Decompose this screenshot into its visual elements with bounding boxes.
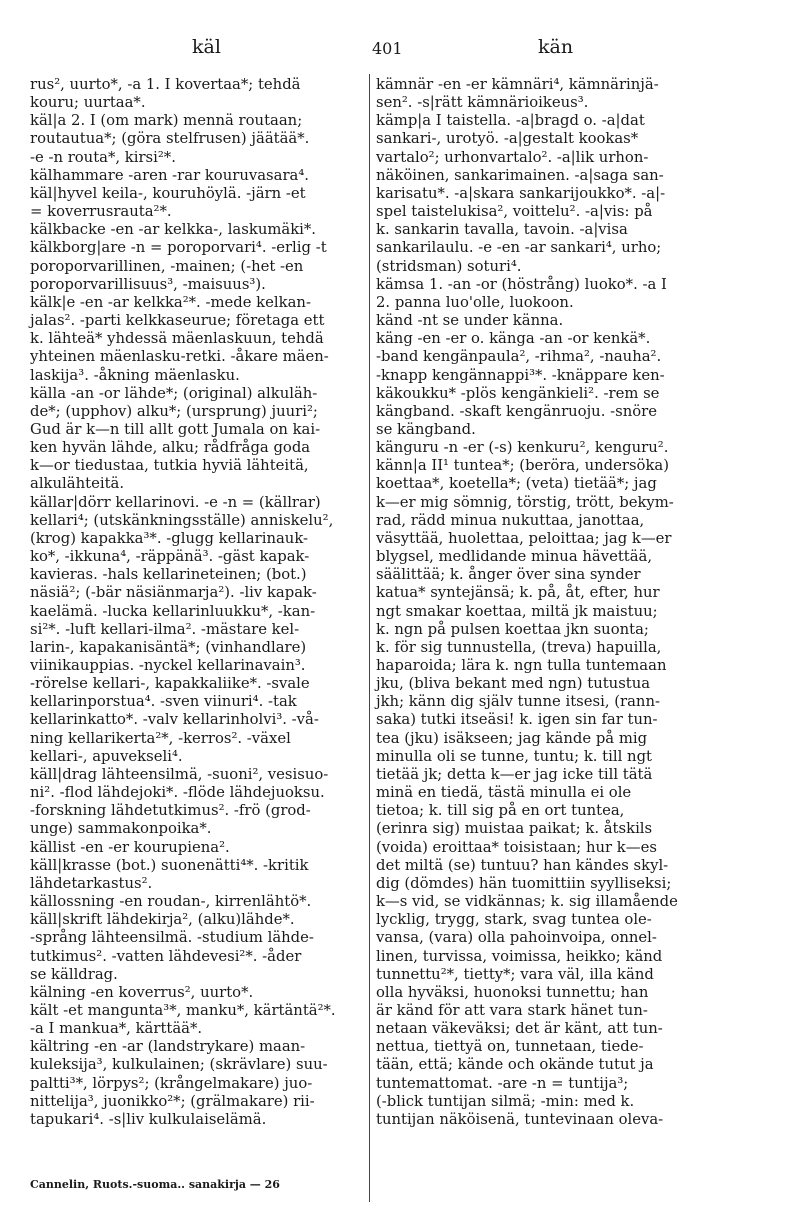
dictionary-line: tuntemattomat. -are -n = tuntija³; — [376, 1074, 629, 1092]
dictionary-line: rus², uurto*, -a 1. I kovertaa*; tehdä — [30, 76, 301, 93]
dictionary-line: paltti³*, lörpys²; (krångelmakare) juo- — [30, 1074, 313, 1092]
dictionary-line: källist -en -er kourupiena². — [30, 838, 230, 856]
header-first-word: käl — [192, 36, 221, 58]
dictionary-line: käl|a 2. I (om mark) mennä routaan; — [30, 112, 303, 130]
dictionary-line: kämnär -en -er kämnäri⁴, kämnärinjä- — [376, 76, 659, 93]
page-number: 401 — [372, 39, 403, 58]
dictionary-line: saka) tutki itseäsi! k. igen sin far tun- — [376, 711, 658, 729]
dictionary-line: kavieras. -hals kellarineteinen; (bot.) — [30, 566, 307, 584]
dictionary-line: poroporvarillinen, -mainen; (-het -en — [30, 257, 304, 275]
dictionary-line: ni². -flod lähdejoki*. -flöde lähdejuoksu. — [30, 784, 325, 802]
dictionary-line: (krog) kapakka³*. -glugg kellarinauk- — [30, 529, 309, 547]
dictionary-line: k—er mig sömnig, törstig, trött, bekym- — [376, 493, 674, 511]
dictionary-line: jku, (bliva bekant med ngn) tutustua — [376, 675, 651, 693]
dictionary-line: k. lähteä* yhdessä mäenlaskuun, tehdä — [30, 330, 324, 348]
dictionary-line: kellarinporstua⁴. -sven viinuri⁴. -tak — [30, 693, 297, 711]
column-divider — [369, 74, 370, 1202]
dictionary-line: 2. panna luo'olle, luokoon. — [376, 293, 574, 311]
dictionary-line: tutkimus². -vatten lähdevesi²*. -åder — [30, 947, 302, 965]
dictionary-line: källossning -en roudan-, kirrenlähtö*. — [30, 893, 312, 911]
dictionary-line: minulla oli se tunne, tuntu; k. till ngt — [376, 747, 652, 765]
dictionary-line: tunnettu²*, tietty*; vara väl, illa känd — [376, 965, 654, 983]
dictionary-line: k. sankarin tavalla, tavoin. -a|visa — [376, 221, 628, 239]
dictionary-line: känn|a II¹ tuntea*; (beröra, undersöka) — [376, 457, 670, 475]
dictionary-line: olla hyväksi, huonoksi tunnettu; han — [376, 983, 649, 1001]
dictionary-line: yhteinen mäenlasku-retki. -åkare mäen- — [30, 348, 329, 366]
dictionary-line: kouru; uurtaa*. — [30, 94, 146, 112]
dictionary-line: de*; (upphov) alku*; (ursprung) juuri²; — [30, 402, 318, 420]
dictionary-line: käll|krasse (bot.) suonenätti⁴*. -kritik — [30, 856, 309, 874]
dictionary-line: ning kellarikerta²*, -kerros². -växel — [30, 729, 291, 747]
dictionary-line: det miltä (se) tuntuu? han kändes skyl- — [376, 856, 669, 874]
dictionary-line: kämsa 1. -an -or (höstrång) luoko*. -a I — [376, 275, 667, 293]
dictionary-line: är känd för att vara stark hänet tun- — [376, 1001, 648, 1019]
dictionary-line: kälkborg|are -n = poroporvari⁴. -erlig -t — [30, 239, 327, 257]
dictionary-line: k—s vid, se vidkännas; k. sig illamående — [376, 893, 678, 911]
dictionary-line: = koverrusrauta²*. — [30, 203, 172, 221]
dictionary-line: käll|drag lähteensilmä, -suoni², vesisuo- — [30, 765, 329, 783]
dictionary-line: viinikauppias. -nyckel kellarinavain³. — [30, 657, 306, 674]
dictionary-line: laskija³. -åkning mäenlasku. — [30, 366, 240, 384]
dictionary-line: nettua, tiettyä on, tunnetaan, tiede- — [376, 1038, 644, 1056]
right-column — [376, 76, 768, 1129]
left-column — [30, 76, 362, 1129]
dictionary-line: -a I mankua*, kärttää*. — [30, 1020, 203, 1038]
dictionary-line: känd -nt se under känna. — [376, 312, 564, 330]
dictionary-line: säälittää; k. ånger över sina synder — [376, 566, 641, 584]
page-header — [0, 36, 800, 66]
dictionary-line: se källdrag. — [30, 965, 118, 983]
dictionary-line: kälning -en koverrus², uurto*. — [30, 983, 254, 1001]
dictionary-line: ngt smakar koettaa, miltä jk maistuu; — [376, 602, 658, 620]
dictionary-line: källar|dörr kellarinovi. -e -n = (källrar) — [30, 493, 321, 511]
dictionary-line: -knapp kengännappi³*. -knäppare ken- — [376, 366, 665, 384]
dictionary-line: sankari-, urotyö. -a|gestalt kookas* — [376, 130, 639, 148]
dictionary-line: haparoida; lära k. ngn tulla tuntemaan — [376, 657, 667, 674]
dictionary-line: larin-, kapakanisäntä*; (vinhandlare) — [30, 638, 307, 656]
dictionary-line: kältring -en -ar (landstrykare) maan- — [30, 1038, 306, 1056]
dictionary-line: blygsel, medlidande minua hävettää, — [376, 548, 653, 566]
dictionary-line: väsyttää, huolettaa, peloittaa; jag k—er — [376, 529, 672, 547]
dictionary-line: k—or tiedustaa, tutkia hyviä lähteitä, — [30, 457, 309, 475]
dictionary-line: kaelämä. -lucka kellarinluukku*, -kan- — [30, 602, 316, 620]
dictionary-line: lähdetarkastus². — [30, 874, 153, 892]
dictionary-line: känguru -n -er (-s) kenkuru², kenguru². — [376, 439, 669, 457]
dictionary-line: katua* syntejänsä; k. på, åt, efter, hur — [376, 584, 660, 602]
dictionary-line: spel taistelukisa², voittelu². -a|vis: på — [376, 203, 653, 221]
dictionary-line: kängband. -skaft kengänruoju. -snöre — [376, 402, 657, 420]
dictionary-line: sen². -s|rätt kämnärioikeus³. — [376, 94, 589, 112]
dictionary-line: unge) sammakonpoika*. — [30, 820, 212, 838]
dictionary-line: (-blick tuntijan silmä; -min: med k. — [376, 1092, 635, 1110]
dictionary-line: minä en tiedä, tästä minulla ei ole — [376, 784, 632, 802]
dictionary-line: poroporvarillisuus³, -maisuus³). — [30, 275, 266, 293]
dictionary-line: kellarinkatto*. -valv kellarinholvi³. -vå- — [30, 711, 319, 729]
dictionary-line: kellari⁴; (utskänkningsställe) anniskelu², — [30, 511, 334, 529]
dictionary-line: (voida) eroittaa* toisistaan; hur k—es — [376, 838, 657, 856]
header-last-word: kän — [538, 36, 574, 58]
dictionary-line: linen, turvissa, voimissa, heikko; känd — [376, 947, 663, 965]
dictionary-line: kuleksija³, kulkulainen; (skrävlare) suu- — [30, 1056, 328, 1074]
dictionary-line: ken hyvän lähde, alku; rådfråga goda — [30, 439, 311, 457]
dictionary-line: vartalo²; urhonvartalo². -a|lik urhon- — [376, 148, 649, 166]
dictionary-line: dig (dömdes) hän tuomittiin syylliseksi; — [376, 874, 672, 892]
dictionary-line: jkh; känn dig själv tunne itsesi, (rann- — [376, 693, 660, 711]
dictionary-line: -rörelse kellari-, kapakkaliike*. -svale — [30, 675, 310, 693]
dictionary-line: kämp|a I taistella. -a|bragd o. -a|dat — [376, 112, 645, 130]
dictionary-line: netaan väkeväksi; det är känt, att tun- — [376, 1020, 663, 1038]
dictionary-line: -band kengänpaula², -rihma², -nauha². — [376, 348, 662, 366]
dictionary-line: kälkbacke -en -ar kelkka-, laskumäki*. — [30, 221, 316, 239]
page-footer: Cannelin, Ruots.-suoma.. sanakirja — 26 — [30, 1178, 280, 1191]
dictionary-line: rad, rädd minua nukuttaa, janottaa, — [376, 511, 645, 529]
dictionary-line: vansa, (vara) olla pahoinvoipa, onnel- — [376, 929, 657, 947]
dictionary-line: sankarilaulu. -e -en -ar sankari⁴, urho; — [376, 239, 662, 257]
dictionary-line: routautua*; (göra stelfrusen) jäätää*. — [30, 130, 310, 148]
dictionary-line: -forskning lähdetutkimus². -frö (grod- — [30, 802, 311, 820]
dictionary-line: karisatu*. -a|skara sankarijoukko*. -a|- — [376, 184, 666, 202]
dictionary-line: (stridsman) soturi⁴. — [376, 257, 522, 275]
dictionary-line: tään, että; kände och okände tutut ja — [376, 1056, 654, 1074]
dictionary-line: kälhammare -aren -rar kouruvasara⁴. — [30, 166, 309, 184]
dictionary-line: käkoukku* -plös kengänkieli². -rem se — [376, 384, 660, 402]
dictionary-line: tapukari⁴. -s|liv kulkulaiselämä. — [30, 1110, 267, 1128]
dictionary-line: k. för sig tunnustella, (treva) hapuilla, — [376, 638, 662, 656]
dictionary-line: nittelija³, juonikko²*; (grälmakare) rii- — [30, 1092, 315, 1110]
dictionary-line: kellari-, apuvekseli⁴. — [30, 747, 183, 765]
dictionary-line: lycklig, trygg, stark, svag tuntea ole- — [376, 911, 652, 929]
dictionary-line: ko*, -ikkuna⁴, -räppänä³. -gäst kapak- — [30, 548, 310, 566]
dictionary-line: kälk|e -en -ar kelkka²*. -mede kelkan- — [30, 293, 311, 311]
dictionary-line: (erinra sig) muistaa paikat; k. åtskils — [376, 820, 653, 838]
dictionary-line: näsiä²; (-bär näsiänmarja²). -liv kapak- — [30, 584, 317, 602]
dictionary-line: koettaa*, koetella*; (veta) tietää*; jag — [376, 475, 657, 493]
dictionary-line: tea (jku) isäkseen; jag kände på mig — [376, 729, 648, 747]
dictionary-line: käng -en -er o. känga -an -or kenkä*. — [376, 330, 651, 348]
dictionary-line: jalas². -parti kelkkaseurue; företaga ett — [30, 312, 325, 330]
dictionary-line: käll|skrift lähdekirja², (alku)lähde*. — [30, 911, 295, 929]
dictionary-line: tietää jk; detta k—er jag icke till tätä — [376, 765, 653, 783]
dictionary-line: källa -an -or lähde*; (original) alkuläh- — [30, 384, 318, 402]
dictionary-line: Gud är k—n till allt gott Jumala on kai- — [30, 420, 321, 438]
dictionary-line: näköinen, sankarimainen. -a|saga san- — [376, 166, 664, 184]
dictionary-line: kält -et mangunta³*, manku*, kärtäntä²*. — [30, 1001, 336, 1019]
dictionary-line: si²*. -luft kellari-ilma². -mästare kel- — [30, 620, 300, 638]
dictionary-line: -språng lähteensilmä. -studium lähde- — [30, 929, 314, 947]
dictionary-line: -e -n routa*, kirsi²*. — [30, 148, 176, 166]
dictionary-line: k. ngn på pulsen koettaa jkn suonta; — [376, 620, 649, 638]
dictionary-line: alkulähteitä. — [30, 475, 125, 493]
dictionary-line: tietoa; k. till sig på en ort tuntea, — [376, 802, 625, 820]
dictionary-line: tuntijan näköisenä, tuntevinaan oleva- — [376, 1110, 664, 1128]
dictionary-line: se kängband. — [376, 420, 476, 438]
dictionary-line: käl|hyvel keila-, kouruhöylä. -järn -et — [30, 184, 306, 202]
